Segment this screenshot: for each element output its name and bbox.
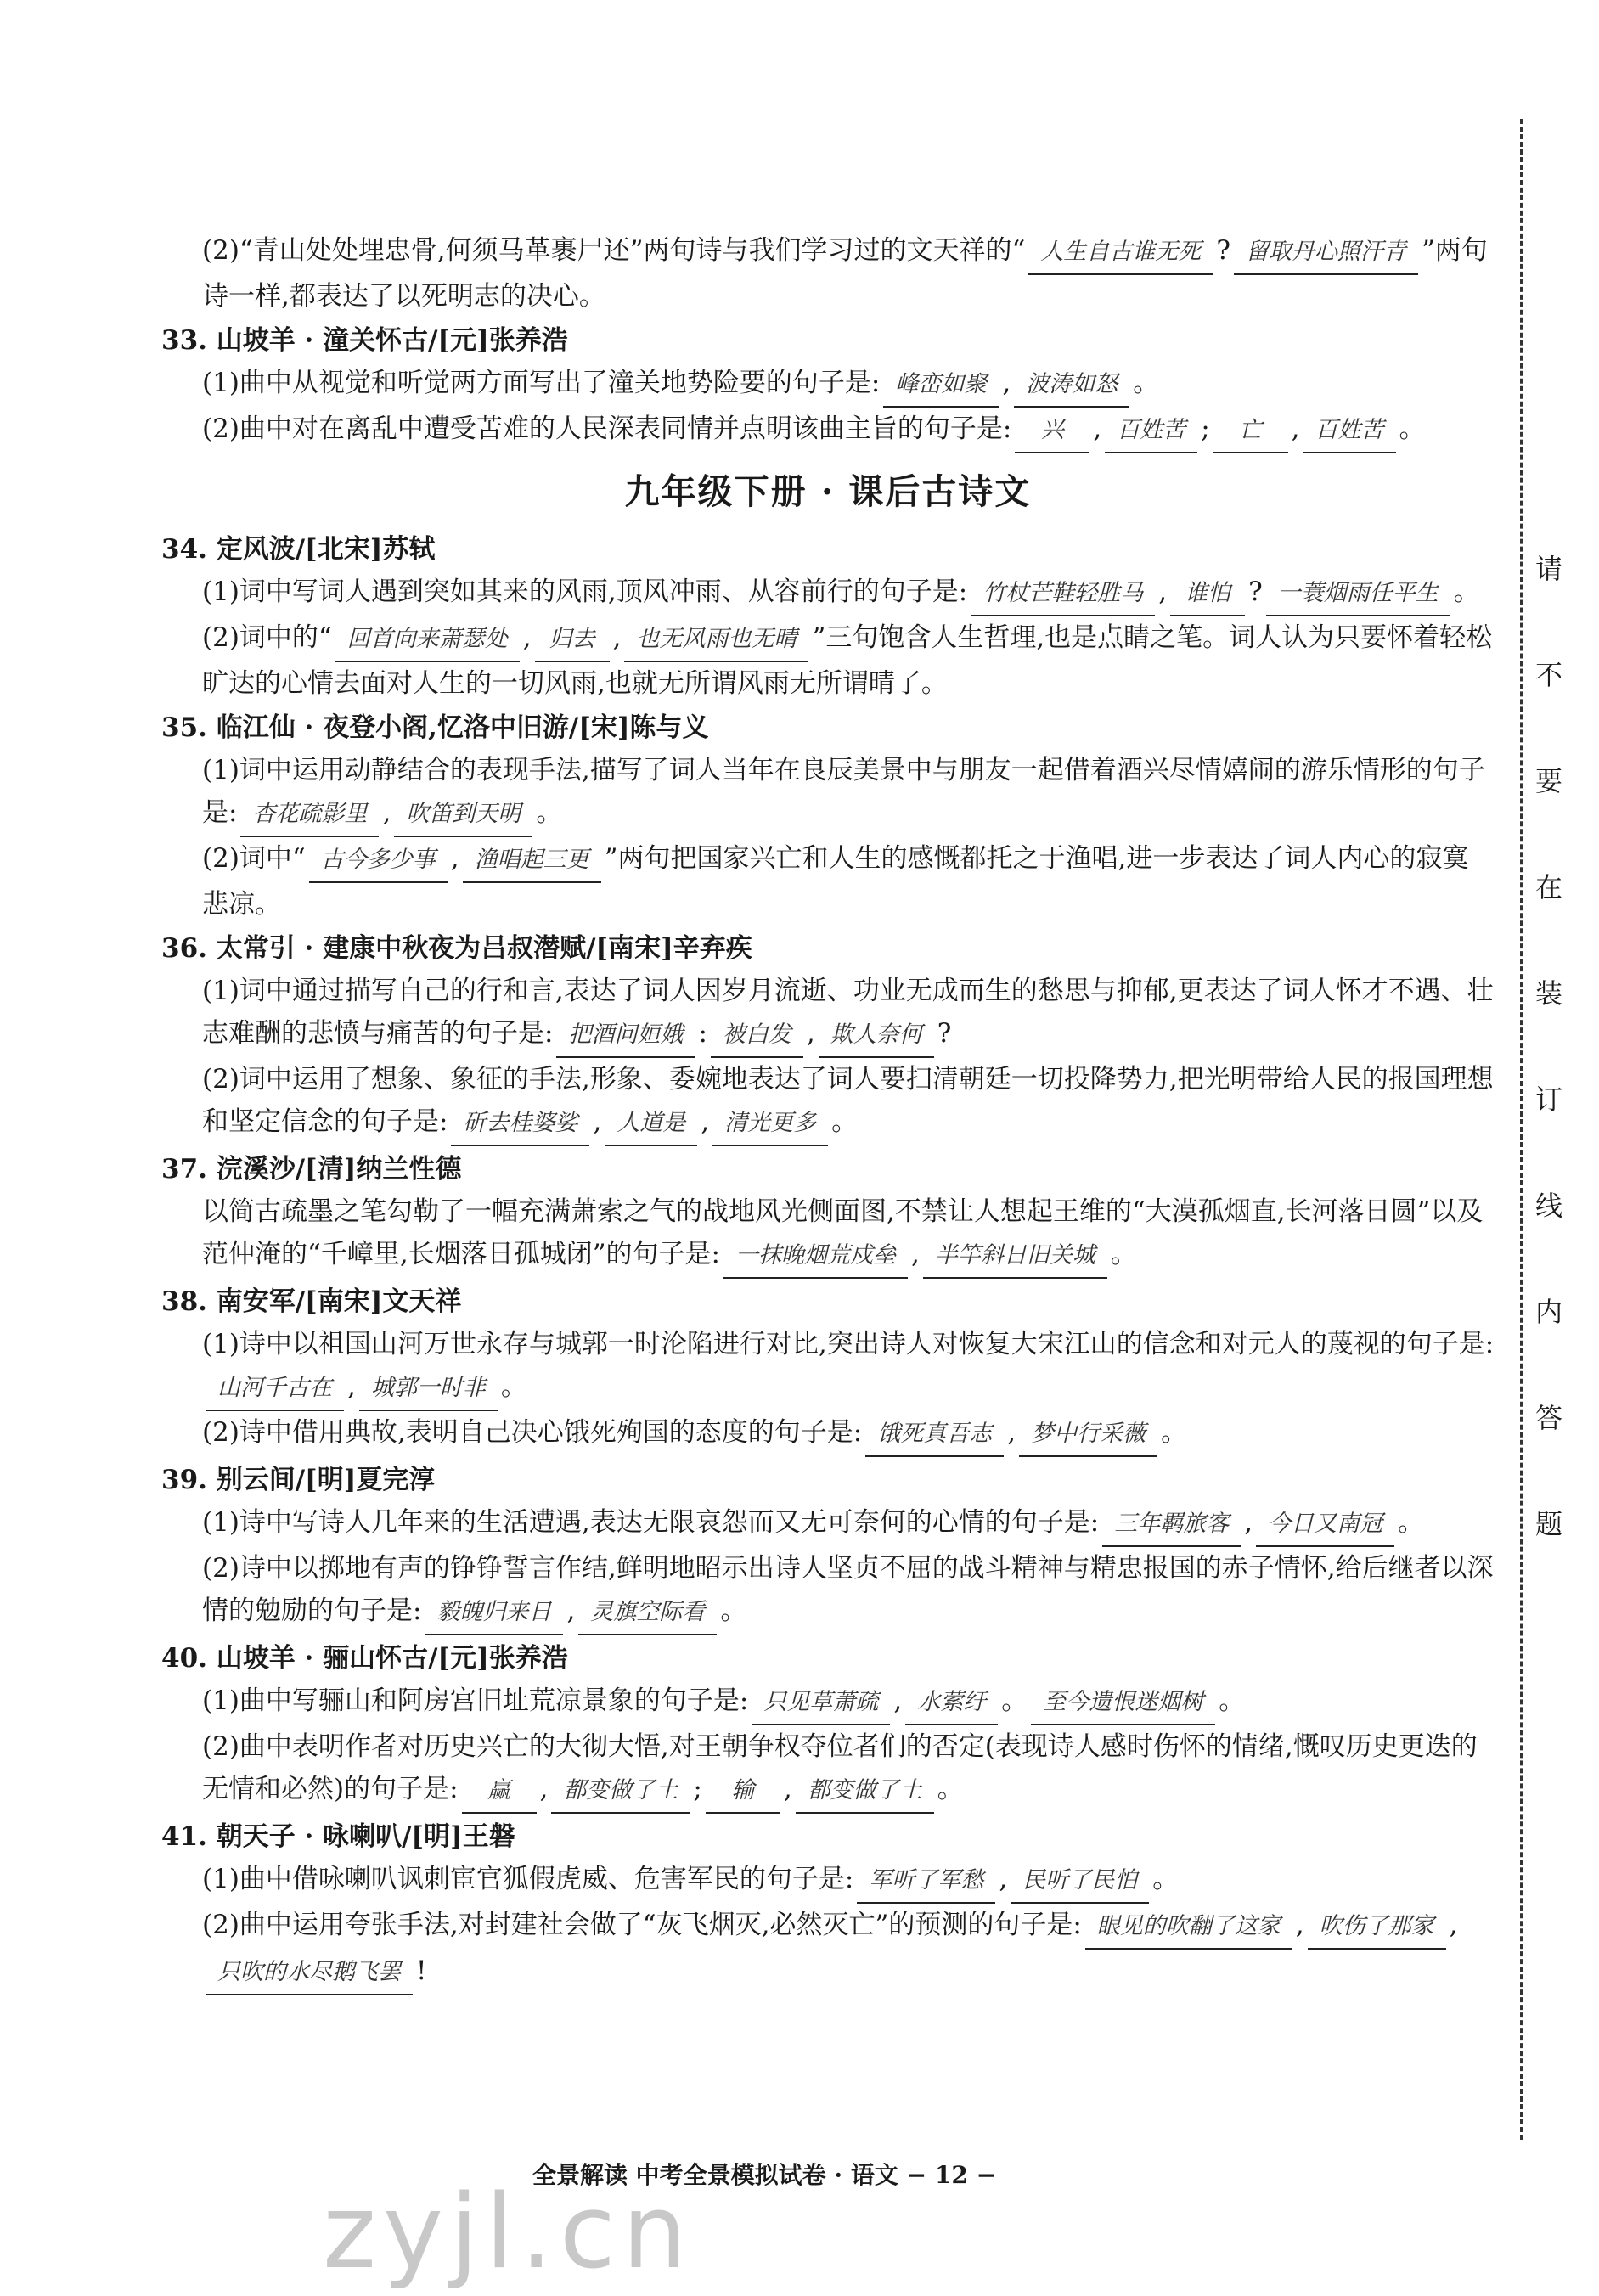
q34-s1-pre: (1)词中写词人遇到突如其来的风雨,顶风冲雨、从容前行的句子是:	[202, 577, 968, 607]
q33-s2-pre: (2)曲中对在离乱中遭受苦难的人民深表同情并点明该曲主旨的句子是:	[202, 414, 1012, 444]
answer-blank: 把酒问姮娥	[556, 1014, 695, 1058]
answer-blank: 斫去桂婆娑	[451, 1102, 589, 1146]
q32-q: ?	[1216, 235, 1230, 266]
answer-blank: 半竿斜日旧关城	[923, 1235, 1107, 1279]
answer-blank: 留取丹心照汗青	[1234, 231, 1418, 275]
answer-blank: 输	[706, 1770, 780, 1814]
answer-blank: 城郭一时非	[359, 1367, 498, 1411]
answer-blank: 回首向来萧瑟处	[335, 618, 520, 662]
answer-blank: 渔唱起三更	[463, 839, 601, 883]
answer-blank: 人生自古谁无死	[1028, 231, 1213, 275]
q37-sub1: 以简古疏墨之笔勾勒了一幅充满萧索之气的战地风光侧面图,不禁让人想起王维的“大漠孤烟直,长河落日圆”以及范仲淹的“千嶂里,长烟落日孤城闭”的句子是: 一抹晚烟荒戍垒 , 半竿斜日旧关城 。	[161, 1190, 1495, 1279]
answer-blank: 水萦纡	[905, 1681, 998, 1725]
answer-blank: 被白发	[711, 1014, 803, 1058]
answer-blank: 今日又南冠	[1256, 1503, 1394, 1547]
q41-s2-pre: (2)曲中运用夸张手法,对封建社会做了“灰飞烟灭,必然灭亡”的预测的句子是:	[202, 1910, 1082, 1940]
binding-char: 在	[1535, 871, 1563, 903]
answer-blank: 谁怕	[1170, 572, 1245, 616]
answer-blank: 毅魄归来日	[425, 1591, 563, 1635]
q35-s2-pre: (2)词中“	[202, 843, 306, 874]
q38-title: 38. 南安军/[南宋]文天祥	[161, 1286, 462, 1317]
q36-s2-pre: (2)词中运用了想象、象征的手法,形象、委婉地表达了词人要扫清朝廷一切投降势力,把光明带给人民的报国理想和坚定信念的句子是:	[202, 1064, 1494, 1137]
answer-blank: 兴	[1015, 409, 1089, 453]
answer-blank: 吹笛到天明	[394, 793, 532, 837]
q34-sub2: (2)词中的“ 回首向来萧瑟处 , 归去 , 也无风雨也无晴 ”三句饱含人生哲理,也是点睛之笔。词人认为只要怀着轻松旷达的心情去面对人生的一切风雨,也就无所谓风雨无所谓晴了。	[161, 616, 1495, 705]
answer-blank: 一蓑烟雨任平生	[1266, 572, 1450, 616]
q40-s1-pre: (1)曲中写骊山和阿房宫旧址荒凉景象的句子是:	[202, 1685, 749, 1716]
q36-title: 36. 太常引 · 建康中秋夜为吕叔潜赋/[南宋]辛弃疾	[161, 933, 752, 964]
q39-sub1: (1)诗中写诗人几年来的生活遭遇,表达无限哀怨而又无可奈何的心情的句子是: 三年羁旅客 , 今日又南冠 。	[161, 1501, 1495, 1547]
q39-s1-pre: (1)诗中写诗人几年来的生活遭遇,表达无限哀怨而又无可奈何的心情的句子是:	[202, 1507, 1100, 1538]
q40-title: 40. 山坡羊 · 骊山怀古/[元]张养浩	[161, 1643, 568, 1674]
answer-blank: 竹杖芒鞋轻胜马	[971, 572, 1155, 616]
q33-s1-pre: (1)曲中从视觉和听觉两方面写出了潼关地势险要的句子是:	[202, 368, 881, 398]
q41-s1-pre: (1)曲中借咏喇叭讽刺宦官狐假虎威、危害军民的句子是:	[202, 1864, 854, 1894]
section-title: 九年级下册 · 课后古诗文	[624, 471, 1032, 512]
q37-s1-pre: 以简古疏墨之笔勾勒了一幅充满萧索之气的战地风光侧面图,不禁让人想起王维的“大漠孤烟直,长河落日圆”以及范仲淹的“千嶂里,长烟落日孤城闭”的句子是:	[202, 1196, 1484, 1269]
q32-sub2-post: ”两句诗一样,都表达了以死明志的决心。	[202, 235, 1488, 312]
q40-sub1: (1)曲中写骊山和阿房宫旧址荒凉景象的句子是: 只见草萧疏 , 水萦纡 。 至今遗恨迷烟树 。	[161, 1680, 1495, 1725]
binding-char: 订	[1535, 1083, 1563, 1116]
answer-blank: 归去	[535, 618, 610, 662]
q35-sub2: (2)词中“ 古今多少事 , 渔唱起三更 ”两句把国家兴亡和人生的感慨都托之于渔唱,进一步表达了词人内心的寂寞悲凉。	[161, 837, 1495, 926]
answer-blank: 清光更多	[712, 1102, 828, 1146]
answer-blank: 赢	[462, 1770, 537, 1814]
q34-sub1: (1)词中写词人遇到突如其来的风雨,顶风冲雨、从容前行的句子是: 竹杖芒鞋轻胜马 , 谁怕 ? 一蓑烟雨任平生 。	[161, 571, 1495, 616]
q33-title: 33. 山坡羊 · 潼关怀古/[元]张养浩	[161, 325, 568, 356]
q38-s1-pre: (1)诗中以祖国山河万世永存与城郭一时沦陷进行对比,突出诗人对恢复大宋江山的信念和对元人的蔑视的句子是:	[202, 1329, 1495, 1359]
binding-char: 不	[1535, 659, 1563, 691]
binding-line	[1520, 119, 1526, 2140]
q41-sub2: (2)曲中运用夸张手法,对封建社会做了“灰飞烟灭,必然灭亡”的预测的句子是: 眼见的吹翻了这家 , 吹伤了那家 ,只吹的水尽鹅飞罢 !	[161, 1904, 1495, 1995]
q33-sub1: (1)曲中从视觉和听觉两方面写出了潼关地势险要的句子是: 峰峦如聚 , 波涛如怒 。	[161, 362, 1495, 408]
q41-title: 41. 朝天子 · 咏喇叭/[明]王磐	[161, 1821, 515, 1852]
binding-char: 要	[1535, 765, 1563, 797]
q35-title: 35. 临江仙 · 夜登小阁,忆洛中旧游/[宋]陈与义	[161, 712, 709, 743]
answer-blank: 灵旗空际看	[578, 1591, 717, 1635]
answer-blank: 亡	[1213, 409, 1288, 453]
binding-char: 内	[1535, 1296, 1563, 1328]
answer-blank: 杏花疏影里	[240, 793, 379, 837]
q39-s2-pre: (2)诗中以掷地有声的铮铮誓言作结,鲜明地昭示出诗人坚贞不屈的战斗精神与精忠报国的赤子情怀,给后继者以深情的勉励的句子是:	[202, 1553, 1494, 1626]
q38-sub1: (1)诗中以祖国山河万世永存与城郭一时沦陷进行对比,突出诗人对恢复大宋江山的信念和对元人的蔑视的句子是:山河千古在 , 城郭一时非 。	[161, 1323, 1495, 1411]
q34-title: 34. 定风波/[北宋]苏轼	[161, 534, 436, 565]
q37-title: 37. 浣溪沙/[清]纳兰性德	[161, 1154, 462, 1185]
answer-blank: 只吹的水尽鹅飞罢	[206, 1951, 413, 1995]
q39-sub2: (2)诗中以掷地有声的铮铮誓言作结,鲜明地昭示出诗人坚贞不屈的战斗精神与精忠报国的赤子情怀,给后继者以深情的勉励的句子是: 毅魄归来日 , 灵旗空际看 。	[161, 1547, 1495, 1635]
q35-sub1: (1)词中运用动静结合的表现手法,描写了词人当年在良辰美景中与朋友一起借着酒兴尽情嬉闹的游乐情形的句子是: 杏花疏影里 , 吹笛到天明 。	[161, 749, 1495, 837]
answer-blank: 至今遗恨迷烟树	[1031, 1681, 1215, 1725]
q36-s1-pre: (1)词中通过描写自己的行和言,表达了词人因岁月流逝、功业无成而生的愁思与抑郁,更表达了词人怀才不遇、壮志难酬的悲愤与痛苦的句子是:	[202, 976, 1494, 1049]
q39-title: 39. 别云间/[明]夏完淳	[161, 1465, 436, 1495]
answer-blank: 峰峦如聚	[883, 363, 999, 408]
q32-sub2-pre: (2)“青山处处埋忠骨,何须马革裹尸还”两句诗与我们学习过的文天祥的“	[202, 235, 1026, 266]
answer-blank: 波涛如怒	[1014, 363, 1129, 408]
binding-char: 装	[1535, 977, 1563, 1010]
q33-sub2: (2)曲中对在离乱中遭受苦难的人民深表同情并点明该曲主旨的句子是: 兴 , 百姓苦 ; 亡 , 百姓苦 。	[161, 408, 1495, 453]
q34-s2-post: ”三句饱含人生哲理,也是点睛之笔。词人认为只要怀着轻松旷达的心情去面对人生的一切风雨,也就无所谓风雨无所谓晴了。	[202, 622, 1493, 699]
binding-char: 答	[1535, 1402, 1563, 1434]
q38-sub2: (2)诗中借用典故,表明自己决心饿死殉国的态度的句子是: 饿死真吾志 , 梦中行采薇 。	[161, 1411, 1495, 1457]
answer-blank: 也无风雨也无晴	[624, 618, 808, 662]
q40-sub2: (2)曲中表明作者对历史兴亡的大彻大悟,对王朝争权夺位者们的否定(表现诗人感时伤怀的情绪,慨叹历史更迭的无情和必然)的句子是: 赢 , 都变做了土 ; 输 , 都变做了土 。	[161, 1725, 1495, 1814]
answer-blank: 一抹晚烟荒戍垒	[723, 1235, 908, 1279]
answer-blank: 梦中行采薇	[1019, 1413, 1157, 1457]
q36-sub2: (2)词中运用了想象、象征的手法,形象、委婉地表达了词人要扫清朝廷一切投降势力,把光明带给人民的报国理想和坚定信念的句子是: 斫去桂婆娑 , 人道是 , 清光更多 。	[161, 1058, 1495, 1146]
answer-blank: 饿死真吾志	[865, 1413, 1004, 1457]
binding-char: 请	[1535, 553, 1563, 585]
answer-blank: 都变做了土	[796, 1770, 934, 1814]
q34-s2-pre: (2)词中的“	[202, 622, 332, 653]
answer-blank: 山河千古在	[206, 1367, 344, 1411]
q38-s2-pre: (2)诗中借用典故,表明自己决心饿死殉国的态度的句子是:	[202, 1417, 863, 1448]
binding-notice	[1535, 552, 1569, 1613]
answer-blank: 军听了军愁	[857, 1860, 995, 1904]
answer-blank: 都变做了土	[551, 1770, 690, 1814]
answer-blank: 人道是	[605, 1102, 697, 1146]
answer-blank: 三年羁旅客	[1102, 1503, 1241, 1547]
q35-s1-pre: (1)词中运用动静结合的表现手法,描写了词人当年在良辰美景中与朋友一起借着酒兴尽情嬉闹的游乐情形的句子是:	[202, 755, 1485, 828]
answer-blank: 欺人奈何	[819, 1014, 934, 1058]
page-footer: 全景解读 中考全景模拟试卷 · 语文 − 12 −	[532, 2161, 997, 2189]
answer-blank: 百姓苦	[1105, 409, 1197, 453]
q41-sub1: (1)曲中借咏喇叭讽刺宦官狐假虎威、危害军民的句子是: 军听了军愁 , 民听了民怕 。	[161, 1858, 1495, 1904]
watermark: zyjl.cn	[323, 2174, 694, 2292]
q40-s2-pre: (2)曲中表明作者对历史兴亡的大彻大悟,对王朝争权夺位者们的否定(表现诗人感时伤怀的情绪,慨叹历史更迭的无情和必然)的句子是:	[202, 1731, 1478, 1804]
q36-sub1: (1)词中通过描写自己的行和言,表达了词人因岁月流逝、功业无成而生的愁思与抑郁,更表达了词人怀才不遇、壮志难酬的悲愤与痛苦的句子是: 把酒问姮娥 : 被白发 , 欺人奈何 ?	[161, 970, 1495, 1058]
page-content	[161, 229, 1495, 1995]
answer-blank: 民听了民怕	[1011, 1860, 1149, 1904]
q35-s2-post: ”两句把国家兴亡和人生的感慨都托之于渔唱,进一步表达了词人内心的寂寞悲凉。	[202, 843, 1469, 920]
answer-blank: 眼见的吹翻了这家	[1085, 1905, 1292, 1950]
answer-blank: 百姓苦	[1303, 409, 1396, 453]
binding-char: 题	[1535, 1508, 1563, 1540]
answer-blank: 吹伤了那家	[1308, 1905, 1446, 1950]
answer-blank: 只见草萧疏	[752, 1681, 890, 1725]
binding-char: 线	[1535, 1190, 1563, 1222]
answer-blank: 古今多少事	[309, 839, 448, 883]
q32-sub2	[161, 229, 1495, 318]
